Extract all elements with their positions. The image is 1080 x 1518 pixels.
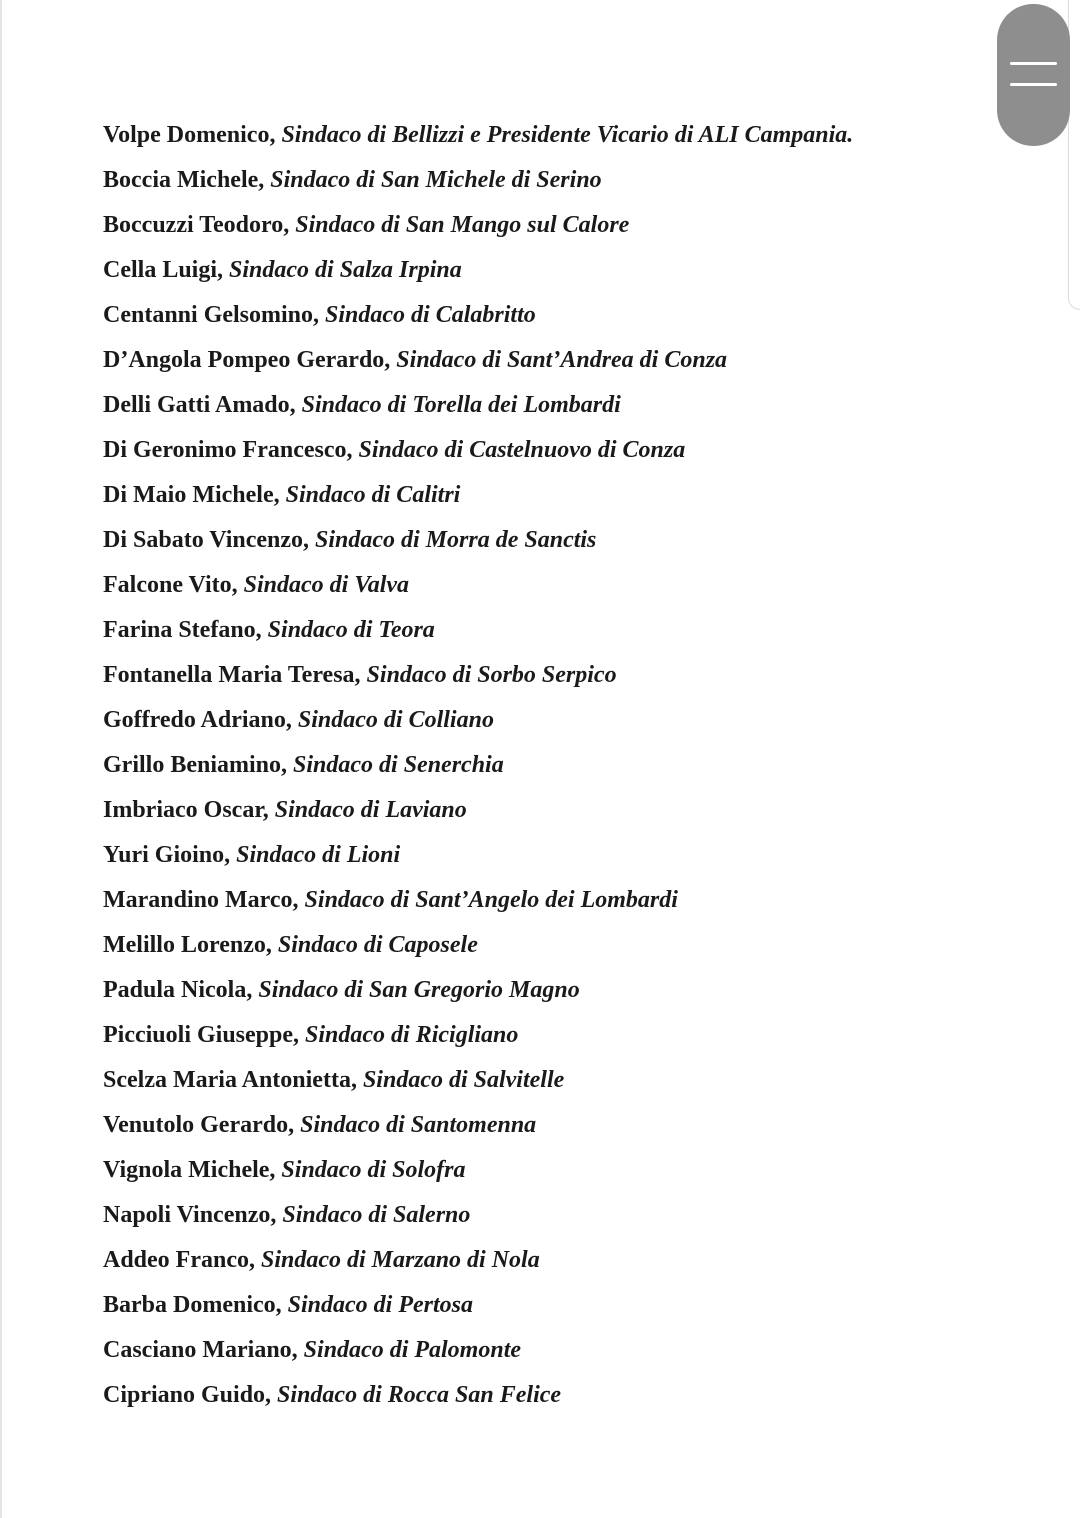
mayor-name: Farina Stefano, <box>103 617 262 643</box>
mayor-role: Sindaco di Marzano di Nola <box>261 1247 540 1273</box>
mayor-role: Sindaco di Sant’Andrea di Conza <box>396 347 728 373</box>
list-item <box>103 833 853 878</box>
mayor-role: Sindaco di Rocca San Felice <box>277 1382 562 1408</box>
mayor-role: Sindaco di Sorbo Serpico <box>366 662 617 688</box>
fast-scroll-handle[interactable] <box>997 4 1070 146</box>
mayor-name: Boccuzzi Teodoro, <box>103 212 290 238</box>
list-item <box>103 158 853 203</box>
mayor-name: Scelza Maria Antonietta, <box>103 1067 357 1093</box>
mayor-role: Sindaco di Valva <box>243 572 410 598</box>
mayor-name: Di Maio Michele, <box>103 482 280 508</box>
list-item <box>103 1148 853 1193</box>
mayor-name: Grillo Beniamino, <box>103 752 288 778</box>
mayor-role: Sindaco di Morra de Sanctis <box>315 527 597 553</box>
list-item <box>103 698 853 743</box>
mayor-name: Imbriaco Oscar, <box>103 797 269 823</box>
mayor-role: Sindaco di Calabritto <box>325 302 536 328</box>
list-item <box>103 1193 853 1238</box>
mayor-role: Sindaco di San Gregorio Magno <box>258 977 580 1003</box>
list-item <box>103 113 853 158</box>
mayor-role: Sindaco di Salza Irpina <box>229 257 462 283</box>
list-item <box>103 743 853 788</box>
mayor-name: Goffredo Adriano, <box>103 707 292 733</box>
mayor-role: Sindaco di Calitri <box>285 482 461 508</box>
mayor-role: Sindaco di Salerno <box>282 1202 471 1228</box>
mayor-role: Sindaco di Pertosa <box>287 1292 473 1318</box>
list-item <box>103 248 853 293</box>
list-item <box>103 203 853 248</box>
mayor-role: Sindaco di Lioni <box>236 842 401 868</box>
mayor-name: Di Geronimo Francesco, <box>103 437 353 463</box>
mayor-name: Volpe Domenico, <box>103 122 276 148</box>
mayor-role: Sindaco di Salvitelle <box>362 1067 565 1093</box>
list-item <box>103 1103 853 1148</box>
mayor-role: Sindaco di Laviano <box>274 797 467 823</box>
mayor-role: Sindaco di Colliano <box>297 707 494 733</box>
mayor-role: Sindaco di Ricigliano <box>305 1022 519 1048</box>
list-item <box>103 923 853 968</box>
list-item <box>103 1373 853 1418</box>
mayor-name: Padula Nicola, <box>103 977 253 1003</box>
list-item <box>103 563 853 608</box>
mayor-name: Falcone Vito, <box>103 572 238 598</box>
mayor-name: Addeo Franco, <box>103 1247 255 1273</box>
mayor-name: Venutolo Gerardo, <box>103 1112 295 1138</box>
mayor-role: Sindaco di Sant’Angelo dei Lombardi <box>304 887 678 913</box>
list-item <box>103 1013 853 1058</box>
mayor-name: Cella Luigi, <box>103 257 224 283</box>
mayor-name: Di Sabato Vincenzo, <box>103 527 310 553</box>
mayor-name: Cipriano Guido, <box>103 1382 272 1408</box>
mayor-name: Casciano Mariano, <box>103 1337 298 1363</box>
list-item <box>103 293 853 338</box>
list-item <box>103 968 853 1013</box>
mayor-name: Yuri Gioino, <box>103 842 231 868</box>
mayor-role: Sindaco di Castelnuovo di Conza <box>358 437 686 463</box>
list-item <box>103 1238 853 1283</box>
menu-lines-icon <box>1010 83 1057 86</box>
mayor-role: Sindaco di Teora <box>267 617 435 643</box>
list-item <box>103 518 853 563</box>
list-item <box>103 1058 853 1103</box>
mayor-name: Napoli Vincenzo, <box>103 1202 277 1228</box>
mayor-role: Sindaco di Bellizzi e Presidente Vicario di ALI Campania. <box>281 122 854 148</box>
mayor-role: Sindaco di San Mango sul Calore <box>295 212 630 238</box>
mayor-name: D’Angola Pompeo Gerardo, <box>103 347 391 373</box>
list-item <box>103 1283 853 1328</box>
mayor-name: Melillo Lorenzo, <box>103 932 272 958</box>
mayor-name: Marandino Marco, <box>103 887 299 913</box>
mayor-role: Sindaco di Solofra <box>281 1157 466 1183</box>
mayor-name: Barba Domenico, <box>103 1292 282 1318</box>
mayor-name: Delli Gatti Amado, <box>103 392 296 418</box>
mayor-name: Vignola Michele, <box>103 1157 276 1183</box>
mayor-name: Boccia Michele, <box>103 167 265 193</box>
list-item <box>103 788 853 833</box>
list-item <box>103 608 853 653</box>
list-item <box>103 383 853 428</box>
mayor-name: Fontanella Maria Teresa, <box>103 662 361 688</box>
mayor-role: Sindaco di Senerchia <box>293 752 504 778</box>
menu-lines-icon <box>1010 62 1057 65</box>
list-item <box>103 428 853 473</box>
mayor-role: Sindaco di Santomenna <box>300 1112 537 1138</box>
mayor-name: Picciuoli Giuseppe, <box>103 1022 300 1048</box>
list-item <box>103 878 853 923</box>
mayor-role: Sindaco di San Michele di Serino <box>270 167 602 193</box>
list-item <box>103 473 853 518</box>
mayor-role: Sindaco di Caposele <box>277 932 478 958</box>
mayor-role: Sindaco di Torella dei Lombardi <box>301 392 621 418</box>
list-item <box>103 653 853 698</box>
mayor-name: Centanni Gelsomino, <box>103 302 320 328</box>
mayor-list <box>103 113 853 1418</box>
list-item <box>103 1328 853 1373</box>
list-item <box>103 338 853 383</box>
mayor-role: Sindaco di Palomonte <box>303 1337 522 1363</box>
